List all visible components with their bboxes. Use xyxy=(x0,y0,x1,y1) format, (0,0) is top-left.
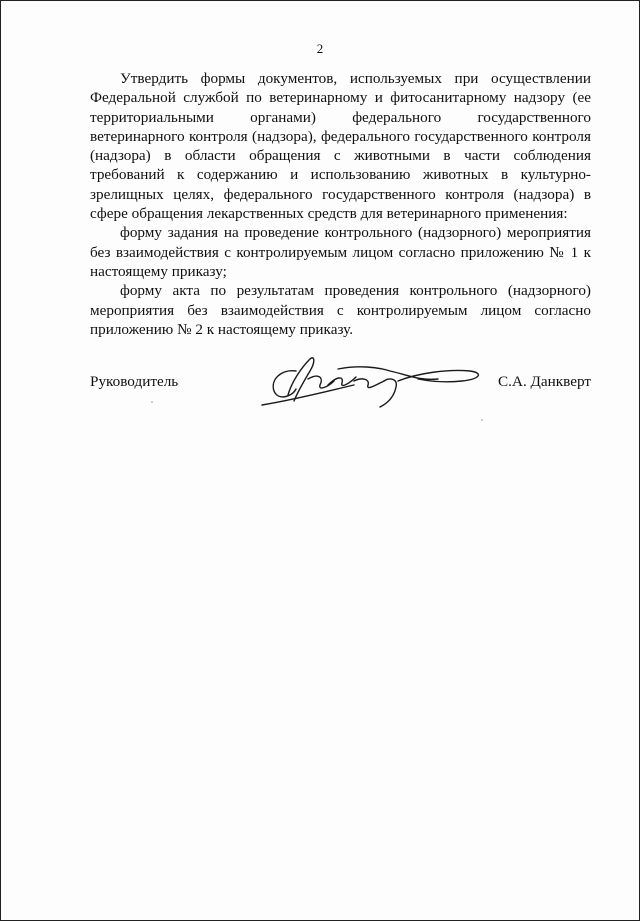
paragraph-approve: Утвердить формы документов, используемых при осуществлении Федеральной службой по ветеринарному и фитосанитарному надзору (ее территориальными органами) федерального государственного ветеринарного контроля (надзора), федерального государственного контроля (надзора) в области обращения с животными в части соблюдения требований к содержанию и использованию животных в культурно-зрелищных целях, федерального государственного контроля (надзора) в сфере обращения лекарственных средств для ветеринарного применения: xyxy=(90,70,591,223)
signature-block xyxy=(90,351,591,411)
scan-speck xyxy=(151,401,153,403)
paragraph-task-form: форму задания на проведение контрольного (надзорного) мероприятия без взаимодействия с контролируемым лицом согласно приложению № 1 к настоящему приказу; xyxy=(90,224,591,280)
scan-speck xyxy=(481,419,483,421)
page-number: 2 xyxy=(316,41,324,56)
handwritten-signature xyxy=(258,351,488,409)
signer-name: С.А. Данкверт xyxy=(498,373,591,390)
document-body xyxy=(90,69,591,339)
signer-title: Руководитель xyxy=(90,373,179,390)
paragraph-act-form: форму акта по результатам проведения контрольного (надзорного) мероприятия без взаимодействия с контролируемым лицом согласно приложению № 2 к настоящему приказу. xyxy=(90,282,591,338)
